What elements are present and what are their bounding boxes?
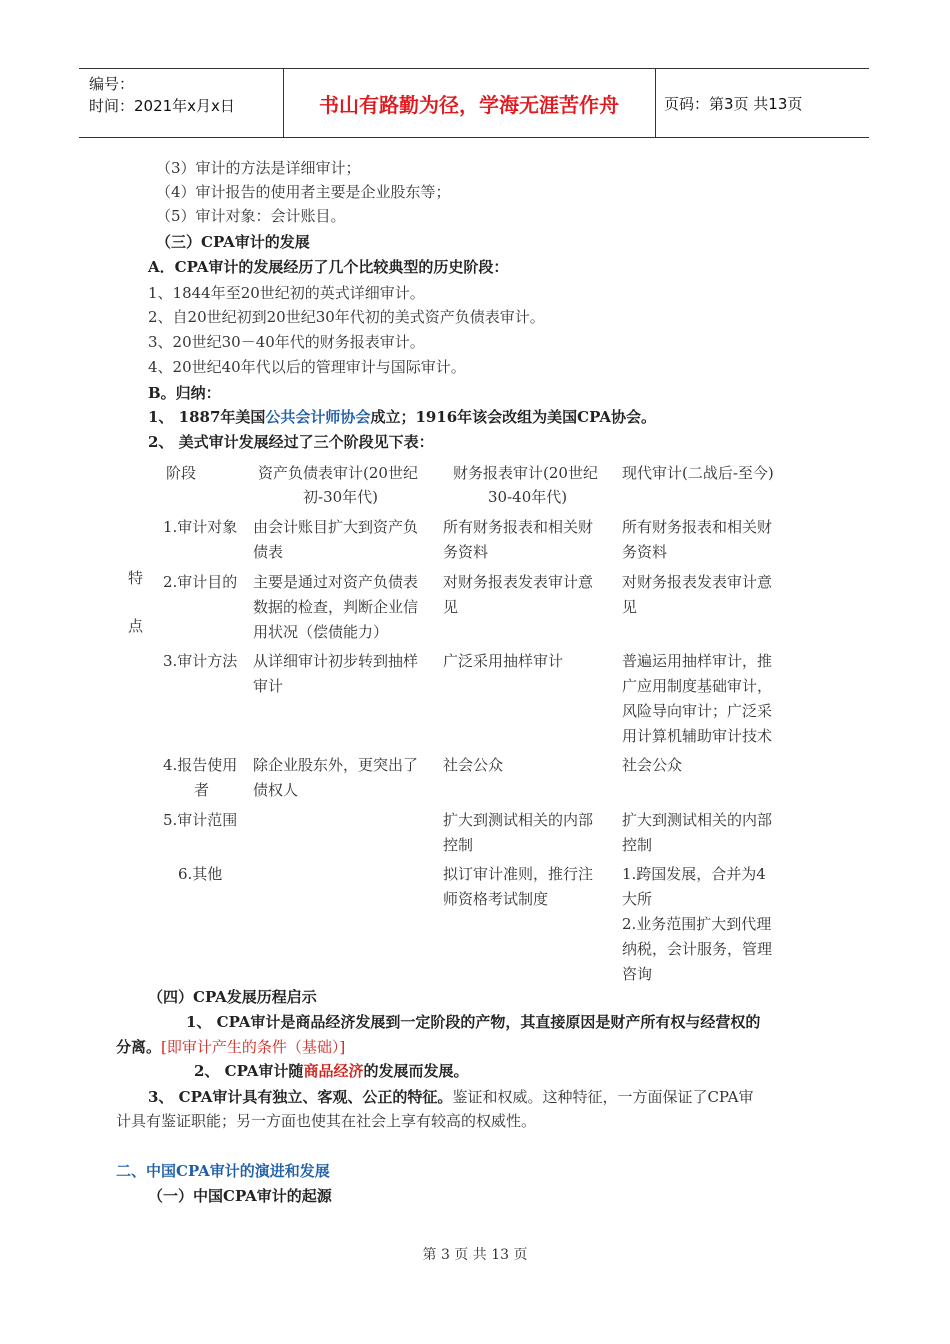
chapter-subheading: （一）中国CPA审计的起源: [148, 1187, 332, 1205]
insight-text: 3、 CPA审计具有独立、客观、公正的特征。: [148, 1088, 453, 1106]
section-heading: （三）CPA审计的发展: [156, 233, 310, 251]
section-heading: （四）CPA发展历程启示: [148, 988, 317, 1006]
insight-line: [148, 1086, 753, 1108]
section-heading: A．CPA审计的发展经历了几个比较典型的历史阶段：: [148, 258, 509, 276]
association-link[interactable]: 公共会计师协会: [265, 408, 371, 426]
table-cell: 风险导向审计；广泛采: [622, 702, 773, 720]
table-cell: 务资料: [443, 543, 489, 561]
table-cell: 除企业股东外，更突出了: [253, 756, 419, 774]
page-footer: 第 3 页 共 13 页: [422, 1247, 528, 1263]
table-row-label: 6.其他: [178, 865, 223, 883]
header-motto: 书山有路勤为径，学海无涯苦作舟: [319, 92, 619, 117]
table-cell: 扩大到测试相关的内部: [443, 811, 594, 829]
summary-line: [148, 406, 656, 428]
table-cell: 控制: [443, 836, 474, 854]
table-row-label: 1.审计对象: [163, 518, 238, 536]
stage-item: 2、自20世纪初到20世纪30年代初的美式资产负债表审计。: [148, 308, 545, 326]
table-header: 阶段: [166, 464, 197, 482]
table-cell: 债表: [253, 543, 284, 561]
intro-item: （5）审计对象：会计账目。: [156, 207, 346, 225]
table-cell: 由会计账目扩大到资产负: [253, 518, 419, 536]
summary-text: 1、 1887年美国: [148, 408, 266, 426]
doc-number-label: 编号：: [89, 75, 135, 93]
table-cell: 师资格考试制度: [443, 890, 549, 908]
table-header: 30-40年代): [488, 488, 568, 506]
table-cell: 主要是通过对资产负债表: [253, 573, 419, 591]
table-cell: 用计算机辅助审计技术: [622, 727, 773, 745]
table-row-label: 者: [194, 781, 210, 799]
table-row-label: 3.审计方法: [163, 652, 238, 670]
table-header: 现代审计(二战后-至今): [622, 464, 774, 482]
summary-line: 2、 美式审计发展经过了三个阶段见下表：: [148, 433, 434, 451]
insight-note: [即审计产生的条件（基础）]: [161, 1038, 346, 1056]
insight-text: 2、 CPA审计随: [194, 1062, 304, 1080]
table-cell: 对财务报表发表审计意: [443, 573, 594, 591]
insight-line: 计具有鉴证职能；另一方面也使其在社会上享有较高的权威性。: [116, 1112, 537, 1130]
intro-item: （3）审计的方法是详细审计；: [156, 159, 361, 177]
insight-text: 鉴证和权威。这种特征，一方面保证了CPA审: [452, 1088, 754, 1106]
table-cell: 1.跨国发展，合并为4: [622, 865, 766, 883]
stage-item: 1、1844年至20世纪初的英式详细审计。: [148, 284, 425, 302]
table-cell: 从详细审计初步转到抽样: [253, 652, 419, 670]
insight-text: 的发展而发展。: [363, 1062, 469, 1080]
table-cell: 广泛采用抽样审计: [443, 652, 564, 670]
table-cell: 见: [443, 598, 459, 616]
table-cell: 用状况（偿债能力）: [253, 623, 389, 641]
section-heading: B。归纳：: [148, 384, 221, 402]
insight-line: [194, 1060, 468, 1082]
table-cell: 控制: [622, 836, 653, 854]
header-page-info: 页码：第3页 共13页: [664, 94, 803, 113]
table-cell: 审计: [253, 677, 284, 695]
table-cell: 务资料: [622, 543, 668, 561]
table-cell: 数据的检查，判断企业信: [253, 598, 419, 616]
header-divider: [655, 69, 656, 137]
table-cell: 咨询: [622, 965, 653, 983]
table-cell: 见: [622, 598, 638, 616]
side-label: 点: [128, 617, 144, 635]
insight-line: [116, 1036, 345, 1058]
table-cell: 拟订审计准则，推行注: [443, 865, 594, 883]
insight-highlight: 商品经济: [303, 1062, 364, 1080]
side-label: 特: [128, 569, 144, 587]
table-header: 财务报表审计(20世纪: [453, 464, 598, 482]
table-header: 初-30年代): [303, 488, 379, 506]
table-row-label: 2.审计目的: [163, 573, 238, 591]
table-cell: 所有财务报表和相关财: [443, 518, 594, 536]
chapter-heading: 二、中国CPA审计的演进和发展: [116, 1162, 330, 1180]
page-header: [79, 68, 869, 138]
header-meta: [89, 73, 235, 117]
table-cell: 2.业务范围扩大到代理: [622, 915, 772, 933]
table-cell: 社会公众: [443, 756, 504, 774]
table-row-label: 4.报告使用: [163, 756, 238, 774]
table-cell: 广应用制度基础审计，: [622, 677, 773, 695]
table-cell: 扩大到测试相关的内部: [622, 811, 773, 829]
table-cell: 债权人: [253, 781, 299, 799]
table-cell: 纳税，会计服务，管理: [622, 940, 773, 958]
stage-item: 4、20世纪40年代以后的管理审计与国际审计。: [148, 358, 466, 376]
table-header: 资产负债表审计(20世纪: [258, 464, 418, 482]
table-cell: 大所: [622, 890, 653, 908]
table-cell: 对财务报表发表审计意: [622, 573, 773, 591]
insight-line: 1、 CPA审计是商品经济发展到一定阶段的产物，其直接原因是财产所有权与经营权的: [186, 1013, 761, 1031]
insight-text: 分离。: [116, 1038, 162, 1056]
doc-time-label: 时间：2021年x月x日: [89, 97, 235, 115]
intro-item: （4）审计报告的使用者主要是企业股东等；: [156, 183, 451, 201]
table-cell: 所有财务报表和相关财: [622, 518, 773, 536]
summary-text: 成立；1916年该会改组为美国CPA协会。: [370, 408, 656, 426]
table-cell: 社会公众: [622, 756, 683, 774]
table-cell: 普遍运用抽样审计，推: [622, 652, 773, 670]
table-row-label: 5.审计范围: [163, 811, 238, 829]
stage-item: 3、20世纪30－40年代的财务报表审计。: [148, 333, 425, 351]
